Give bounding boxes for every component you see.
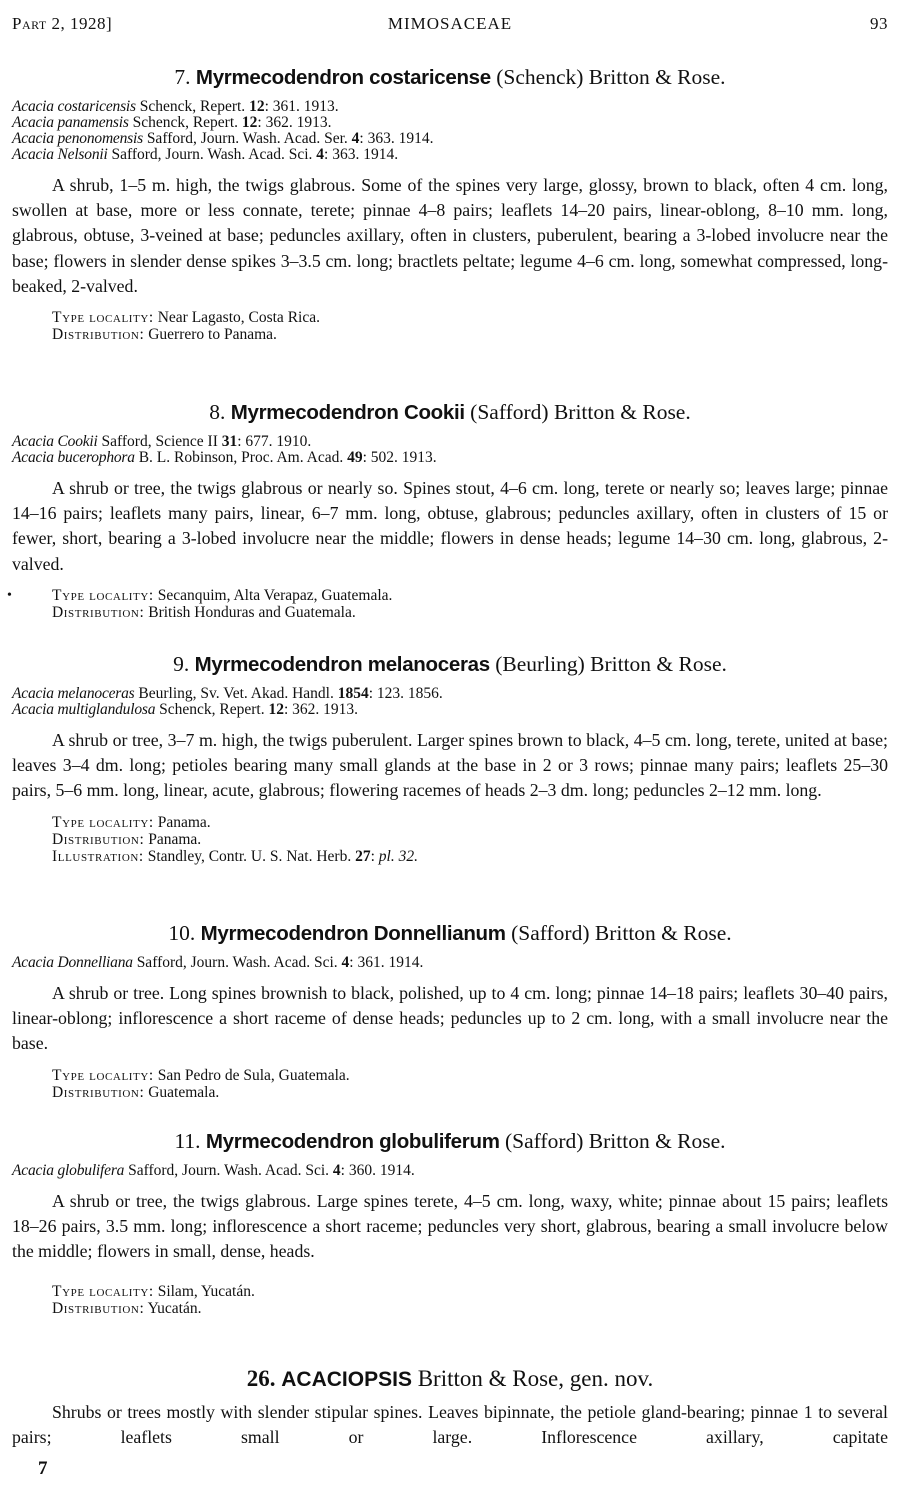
genus-name: ACACIOPSIS — [281, 1368, 412, 1391]
synonym: Acacia Donnelliana Safford, Journ. Wash. Acad. Sci. 4: 361. 1914. — [12, 954, 424, 971]
genus-description: Shrubs or trees mostly with slender stipular spines. Leaves bipinnate, the petiole gland-bearing; pinnae 1 to several pairs; leaflets small or large. Inflorescence axillary, capitate — [12, 1402, 888, 1448]
species-name: Myrmecodendron Donnellianum — [200, 922, 506, 945]
synonym: Acacia bucerophora B. L. Robinson, Proc. Am. Acad. 49: 502. 1913. — [12, 449, 437, 466]
distribution: Distribution: Guatemala. — [52, 1083, 220, 1101]
genus-number: 26. — [246, 1366, 276, 1391]
synonym: Acacia penonomensis Safford, Journ. Wash. Acad. Ser. 4: 363. 1914. — [12, 130, 434, 147]
page-number: 93 — [870, 14, 888, 33]
type-locality: Type locality: Near Lagasto, Costa Rica. — [52, 309, 320, 327]
genus-authority: Britton & Rose, gen. nov. — [417, 1366, 654, 1391]
species-heading — [12, 64, 888, 91]
synonym: Acacia globulifera Safford, Journ. Wash. Acad. Sci. 4: 360. 1914. — [12, 1162, 415, 1179]
species-description: A shrub, 1–5 m. high, the twigs glabrous. Some of the spines very large, glossy, brown to black, often 4 cm. long, swollen at base, more or less connate, terete; pinnae 4–8 pairs; leaflets 14–20 pairs, linear-oblong, 8–10 mm. long, glabrous, obtuse, 3-veined at base; peduncles axillary, often in clusters, puberulent, bearing a 3-lobed involucre near the base; flowers in slender dense spikes 3–3.5 cm. long; bractlets peltate; legume 4–6 cm. long, somewhat compressed, long-beaked, 2-valved. — [12, 175, 888, 296]
distribution: Distribution: Panama. — [52, 830, 202, 848]
species-name: Myrmecodendron Cookii — [230, 401, 465, 424]
synonym: Acacia panamensis Schenck, Repert. 12: 362. 1913. — [12, 114, 332, 131]
species-heading — [12, 399, 888, 426]
species-number: 9. — [173, 652, 190, 676]
species-description: A shrub or tree, 3–7 m. high, the twigs puberulent. Larger spines brown to black, 4–5 cm. long, terete, united at base; leaves 3–4 dm. long; petioles bearing many small glands at the base in 2 or 3 rows; pinnae many pairs; leaflets 25–30 pairs, 5–6 mm. long, linear, acute, glabrous; flowering racemes of heads 2–3 dm. long; peduncles 2–12 mm. long. — [12, 730, 888, 801]
species-entry — [12, 651, 888, 865]
signature-mark: 7 — [38, 1458, 48, 1479]
illustration: Illustration: Standley, Contr. U. S. Nat. Herb. 27: pl. 32. — [52, 847, 418, 865]
type-locality: Type locality: Secanquim, Alta Verapaz, Guatemala. — [52, 586, 393, 604]
species-number: 8. — [209, 400, 226, 424]
species-description: A shrub or tree. Long spines brownish to black, polished, up to 4 cm. long; pinnae 14–18 pairs; leaflets 30–40 pairs, linear-oblong; inflorescence a short raceme of dense heads; peduncles up to 2 cm. long, with a small involucre near the base. — [12, 983, 888, 1054]
species-metadata — [52, 1283, 888, 1317]
running-head-part-year: Part 2, 1928] — [12, 14, 113, 33]
bullet-mark: • — [7, 587, 12, 603]
species-metadata — [7, 586, 888, 621]
species-metadata — [52, 309, 888, 343]
species-authority: (Beurling) Britton & Rose. — [495, 652, 727, 676]
distribution: Distribution: Guerrero to Panama. — [52, 326, 277, 344]
synonym: Acacia costaricensis Schenck, Repert. 12: 361. 1913. — [12, 98, 339, 115]
species-heading — [12, 920, 888, 947]
species-authority: (Schenck) Britton & Rose. — [496, 65, 726, 89]
genus-entry — [12, 1365, 888, 1450]
species-name: Myrmecodendron melanoceras — [194, 653, 490, 676]
type-locality: Type locality: Panama. — [52, 813, 211, 831]
synonym: Acacia multiglandulosa Schenck, Repert. 12: 362. 1913. — [12, 701, 359, 718]
distribution: Distribution: British Honduras and Guatemala. — [52, 603, 356, 621]
type-locality: Type locality: Silam, Yucatán. — [52, 1282, 255, 1300]
species-entry — [12, 1128, 888, 1317]
species-authority: (Safford) Britton & Rose. — [511, 921, 732, 945]
species-heading — [12, 1128, 888, 1155]
species-authority: (Safford) Britton & Rose. — [505, 1129, 726, 1153]
species-description: A shrub or tree, the twigs glabrous or nearly so. Spines stout, 4–6 cm. long, terete or nearly so; leaves large; pinnae 14–16 pairs; leaflets many pairs, linear, 6–7 mm. long, obtuse, glabrous; peduncles axillary, often in clusters of 15 or fewer, short, bearing a 3-lobed involucre near the middle; flowers in dense heads; legume 14–30 cm. long, glabrous, 2-valved. — [12, 478, 888, 574]
species-number: 7. — [174, 65, 191, 89]
species-entry — [12, 920, 888, 1101]
running-head — [12, 14, 888, 36]
species-name: Myrmecodendron costaricense — [195, 66, 491, 89]
running-head-family: MIMOSACEAE — [387, 14, 513, 33]
species-entry — [12, 64, 888, 343]
species-description: A shrub or tree, the twigs glabrous. Large spines terete, 4–5 cm. long, waxy, white; pinnae about 15 pairs; leaflets 18–26 pairs, 3.5 mm. long; inflorescence a short raceme; peduncles very short, glabrous, bearing a small involucre below the middle; flowers in small, dense, heads. — [12, 1191, 888, 1262]
synonym: Acacia Cookii Safford, Science II 31: 677. 1910. — [12, 433, 312, 450]
genus-heading — [12, 1365, 888, 1394]
species-number: 10. — [168, 921, 196, 945]
species-number: 11. — [174, 1129, 201, 1153]
distribution: Distribution: Yucatán. — [52, 1299, 202, 1317]
species-heading — [12, 651, 888, 678]
species-metadata — [52, 814, 888, 865]
species-name: Myrmecodendron globuliferum — [205, 1130, 500, 1153]
species-authority: (Safford) Britton & Rose. — [470, 400, 691, 424]
species-entry — [7, 399, 888, 621]
synonym: Acacia melanoceras Beurling, Sv. Vet. Akad. Handl. 1854: 123. 1856. — [12, 685, 443, 702]
synonym: Acacia Nelsonii Safford, Journ. Wash. Acad. Sci. 4: 363. 1914. — [12, 146, 399, 163]
type-locality: Type locality: San Pedro de Sula, Guatemala. — [52, 1066, 350, 1084]
species-metadata — [52, 1067, 888, 1101]
